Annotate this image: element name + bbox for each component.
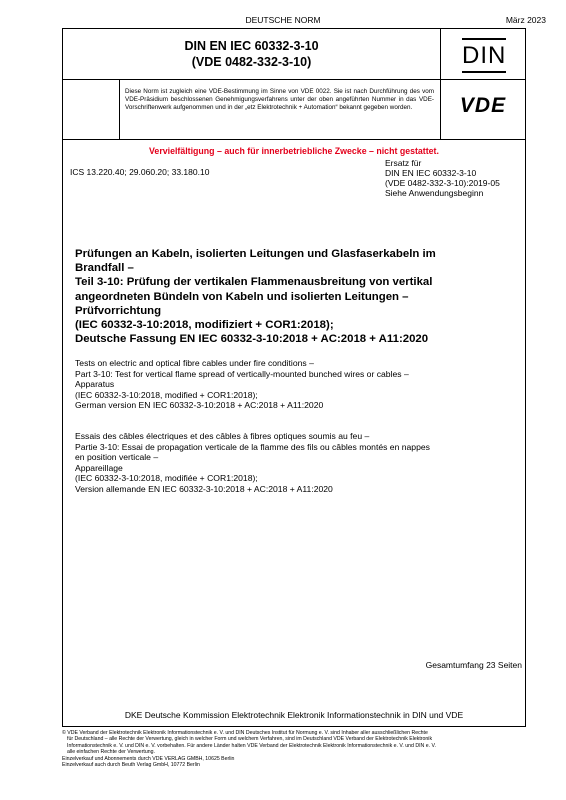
- replacement-line: Siehe Anwendungsbeginn: [385, 188, 484, 198]
- copyright-footer: [62, 730, 526, 768]
- english-title-line: Part 3-10: Test for vertical flame spread of vertically-mounted bunched wires or cables –: [75, 368, 409, 379]
- german-title-line: Prüfvorrichtung: [75, 304, 162, 317]
- norm-type-label: DEUTSCHE NORM: [245, 15, 321, 25]
- german-title-line: Deutsche Fassung EN IEC 60332-3-10:2018 + AC:2018 + A11:2020: [75, 333, 429, 346]
- header-divider: [62, 79, 526, 80]
- sales-line: Einzelverkauf und Abonnements durch VDE VERLAG GMBH, 10625 Berlin: [62, 755, 235, 762]
- german-title-line: Teil 3-10: Prüfung der vertikalen Flammenausbreitung von vertikal: [75, 276, 433, 289]
- vde-logo: VDE: [459, 94, 507, 117]
- copy-warning: Vervielfältigung – auch für innerbetriebliche Zwecke – nicht gestattet.: [149, 146, 439, 156]
- french-title-line: Partie 3-10: Essai de propagation verticale de la flamme des fils ou câbles montés en nappes: [75, 441, 430, 452]
- din-logo-top-rule: [462, 38, 506, 40]
- french-title-line: Appareillage: [75, 462, 123, 473]
- german-title: [75, 247, 515, 346]
- german-title-line: (IEC 60332-3-10:2018, modifiziert + COR1:2018);: [75, 319, 334, 332]
- logo-column-divider: [440, 28, 441, 139]
- replacement-line: DIN EN IEC 60332-3-10: [385, 168, 477, 178]
- german-title-line: angeordneten Bündeln von Kabeln und isolierten Leitungen –: [75, 290, 409, 303]
- replacement-line: (VDE 0482-332-3-10):2019-05: [385, 178, 500, 188]
- copyright-line: © VDE Verband der Elektrotechnik Elektronik Informationstechnik e. V. und DIN Deutsches Institut für Normung e. V. sind Inhaber aller ausschließlichen Rechte: [62, 730, 428, 736]
- total-pages: Gesamtumfang 23 Seiten: [425, 660, 522, 670]
- french-title-line: Version allemande EN IEC 60332-3-10:2018 + AC:2018 + A11:2020: [75, 483, 333, 494]
- vde-regulation-note: Diese Norm ist zugleich eine VDE-Bestimmung im Sinne von VDE 0022. Sie ist nach Durchführung des vom VDE-Präsidium beschlossenen Genehmigungsverfahrens unter der oben angeführten Nummer in das VDE-Vorschriftenwerk aufgenommen und in der „etz Elektrotechnik + Automation“ bekannt gegeben worden.: [125, 88, 434, 112]
- french-title-line: (IEC 60332-3-10:2018, modifiée + COR1:2018);: [75, 473, 258, 484]
- document-number-vde: (VDE 0482-332-3-10): [191, 55, 312, 69]
- note-divider: [62, 139, 526, 140]
- replacement-line: Ersatz für: [385, 158, 422, 168]
- document-number-din: DIN EN IEC 60332-3-10: [184, 39, 319, 53]
- french-title: [75, 431, 520, 495]
- sales-line: Einzelverkauf auch durch Beuth Verlag GmbH, 10772 Berlin: [62, 762, 200, 769]
- ics-codes: ICS 13.220.40; 29.060.20; 33.180.10: [70, 167, 210, 177]
- german-title-line: Brandfall –: [75, 262, 134, 275]
- din-logo-bottom-rule: [462, 71, 506, 73]
- publication-date: März 2023: [505, 15, 546, 25]
- english-title: [75, 358, 520, 411]
- english-title-line: Tests on electric and optical fibre cables under fire conditions –: [75, 358, 314, 368]
- replacement-info: [385, 158, 500, 198]
- english-title-line: German version EN IEC 60332-3-10:2018 + AC:2018 + A11:2020: [75, 400, 324, 411]
- document-number: [63, 38, 440, 70]
- german-title-line: Prüfungen an Kabeln, isolierten Leitungen und Glasfaserkabeln im: [75, 248, 436, 260]
- english-title-line: (IEC 60332-3-10:2018, modified + COR1:2018);: [75, 389, 258, 400]
- din-logo-letters: DIN: [462, 42, 507, 69]
- french-title-line: en position verticale –: [75, 452, 159, 463]
- copyright-line: für Deutschland – alle Rechte der Verwertung, gleich in welcher Form und welchem Verfahren, sind im Deutschland VDE Verband der Elektrotechnik Elektronik: [67, 736, 433, 743]
- english-title-line: Apparatus: [75, 379, 115, 390]
- copyright-line: Informationstechnik e. V. und DIN e. V. vorbehalten. Für andere Länder halten VDE Verband der Elektrotechnik Elektronik Informationstechnik e. V. und DIN e. V.: [67, 742, 436, 749]
- din-logo: [462, 38, 506, 74]
- note-left-divider: [119, 79, 120, 139]
- french-title-line: Essais des câbles électriques et des câbles à fibres optiques soumis au feu –: [75, 431, 370, 441]
- dke-commission: DKE Deutsche Kommission Elektrotechnik Elektronik Informationstechnik in DIN und VDE: [124, 710, 464, 720]
- copyright-line: alle einfachen Rechte der Verwertung.: [67, 749, 155, 756]
